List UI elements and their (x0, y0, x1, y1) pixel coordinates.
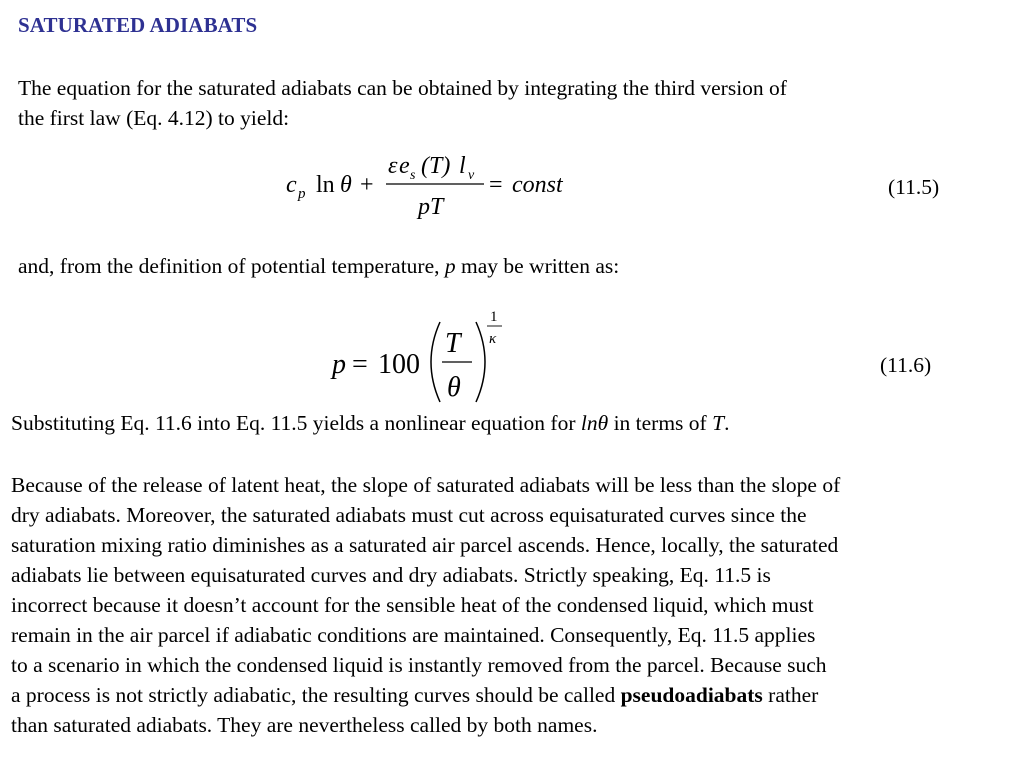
para4-line-4: adiabats lie between equisaturated curves and dry adiabats. Strictly speaking, Eq. 11.5 is (11, 563, 771, 587)
eq2-frac-den: θ (447, 372, 461, 403)
substitution-paragraph (11, 408, 729, 438)
eq1-ln: ln (316, 172, 335, 198)
para4-line-1: Because of the release of latent heat, the slope of saturated adiabats will be less than the slope of (11, 473, 841, 497)
para4-line-7: to a scenario in which the condensed liquid is instantly removed from the parcel. Because such (11, 653, 827, 677)
para4-line-8-before: a process is not strictly adiabatic, the resulting curves should be called (11, 683, 621, 707)
para3-middle: in terms of (608, 411, 713, 435)
eq2-p: p (332, 349, 346, 380)
eq1-num-e: e (399, 153, 410, 179)
intro-line-1: The equation for the saturated adiabats can be obtained by integrating the third version of (18, 76, 787, 100)
intro-line-2: the first law (Eq. 4.12) to yield: (18, 106, 290, 130)
para4-line-3: saturation mixing ratio diminishes as a saturated air parcel ascends. Hence, locally, the saturated (11, 533, 839, 557)
eq2-right-paren (476, 322, 485, 402)
pseudoadiabats-term: pseudoadiabats (620, 683, 763, 707)
eq1-const: const (512, 172, 563, 198)
para4-line-8 (11, 680, 840, 710)
eq2-left-paren (431, 322, 440, 402)
eq1-cp-sub: p (298, 186, 306, 202)
eq1-num-l: l (459, 153, 466, 179)
equation-11-6-number: (11.6) (880, 353, 932, 377)
eq2-hundred: 100 (378, 349, 420, 380)
eq1-cp: c (286, 172, 297, 198)
eq1-num-T: (T) (421, 153, 451, 179)
eq1-num-eps: ε (388, 153, 398, 179)
eq1-den: pT (418, 194, 444, 220)
para4-line-5: incorrect because it doesn’t account for the sensible heat of the condensed liquid, which must (11, 593, 814, 617)
eq1-num-l-sub: v (468, 168, 475, 183)
eq1-equals: = (489, 172, 503, 198)
eq1-plus: + (360, 172, 374, 198)
equation-11-6 (330, 300, 530, 410)
eq2-equals: = (352, 349, 368, 380)
para4-line-9: than saturated adiabats. They are nevertheless called by both names. (11, 713, 598, 737)
para4-line-2: dry adiabats. Moreover, the saturated adiabats must cut across equisaturated curves since the (11, 503, 807, 527)
latent-heat-paragraph (11, 470, 840, 740)
para3-var2: T (712, 411, 725, 435)
para3-after: . (724, 411, 730, 435)
potential-temp-paragraph (18, 251, 619, 281)
intro-paragraph (18, 73, 787, 133)
equation-11-5 (284, 147, 584, 227)
para4-line-8-after: rather (762, 683, 819, 707)
para3-before: Substituting Eq. 11.6 into Eq. 11.5 yields a nonlinear equation for (11, 411, 581, 435)
eq1-num-e-sub: s (410, 168, 416, 183)
para2-after: may be written as: (455, 254, 620, 278)
eq2-exp-den: κ (489, 331, 497, 347)
eq1-theta: θ (340, 172, 352, 198)
para4-line-6: remain in the air parcel if adiabatic conditions are maintained. Consequently, Eq. 11.5 applies (11, 623, 816, 647)
eq2-exp-num: 1 (490, 309, 498, 325)
para2-var: p (444, 254, 456, 278)
para3-var1: lnθ (580, 411, 609, 435)
equation-11-5-number: (11.5) (888, 175, 940, 199)
para2-before: and, from the definition of potential temperature, (18, 254, 445, 278)
eq2-frac-num: T (445, 328, 461, 359)
section-heading: SATURATED ADIABATS (18, 13, 258, 37)
